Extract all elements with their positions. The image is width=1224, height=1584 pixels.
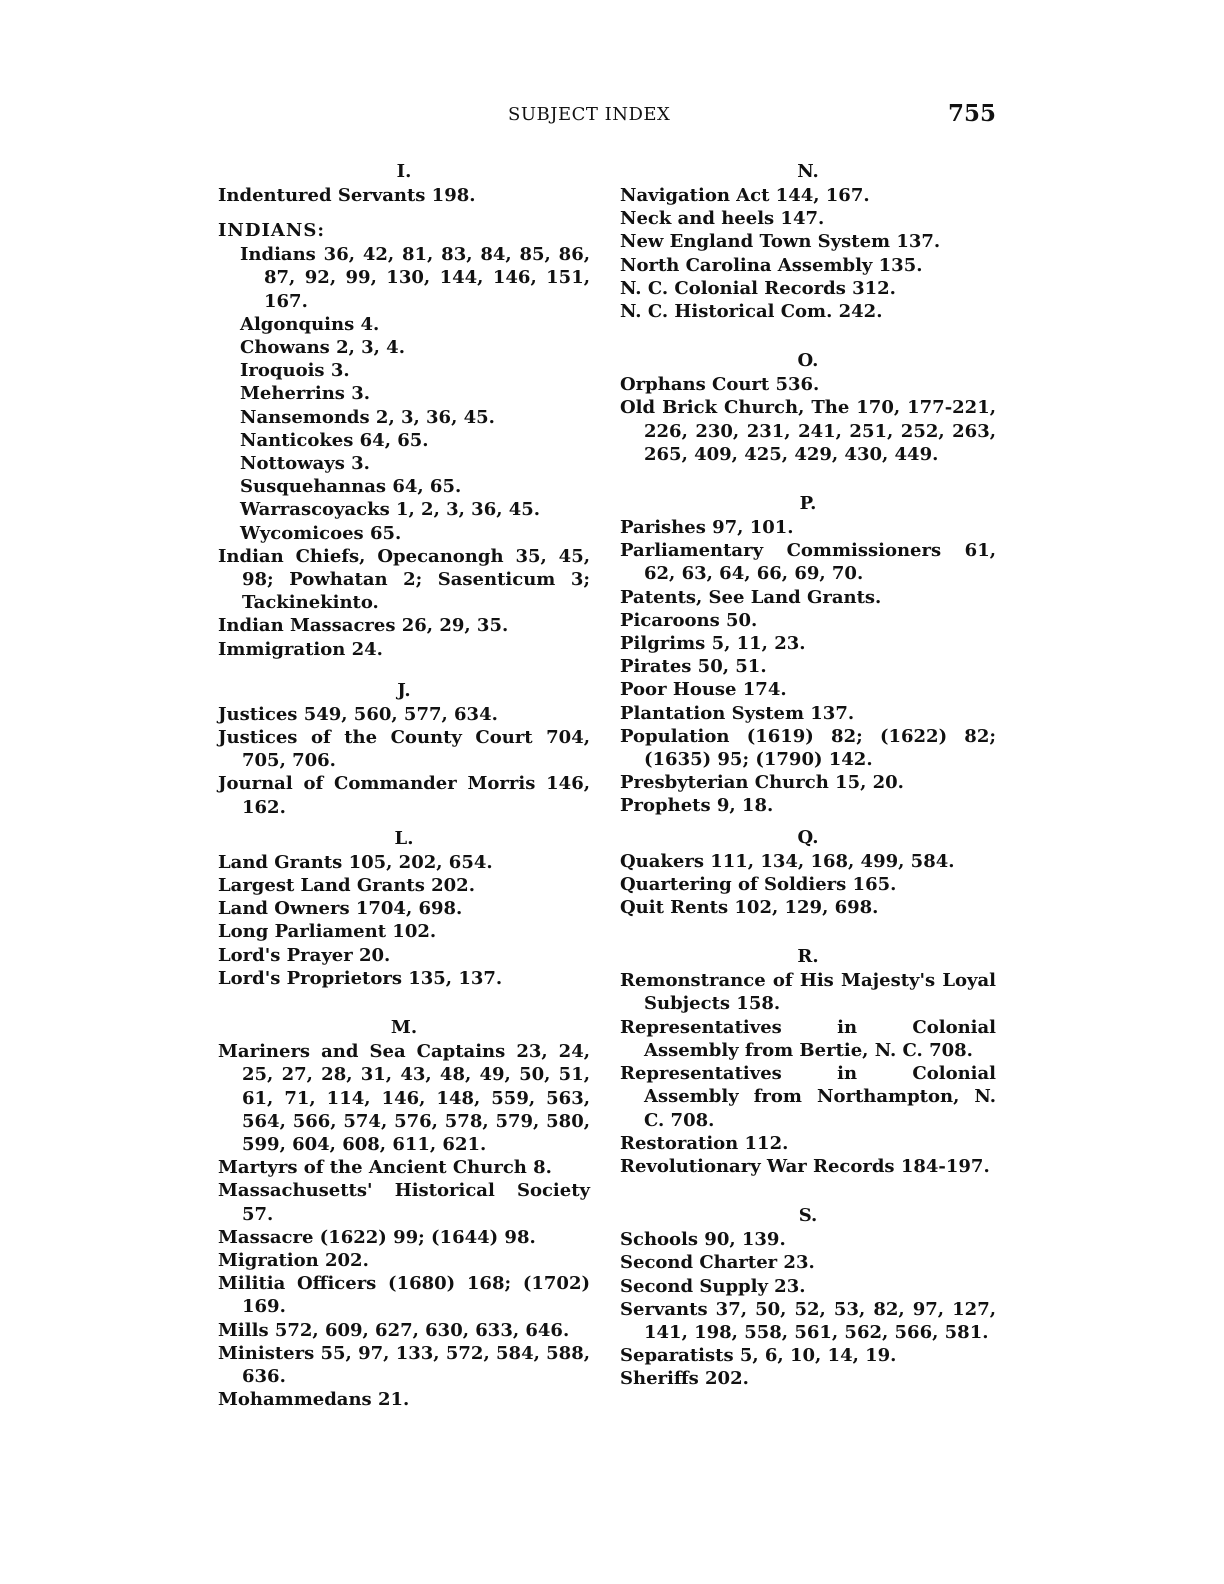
index-subentry: Chowans 2, 3, 4. <box>240 337 405 359</box>
index-entry: Martyrs of the Ancient Church 8. <box>218 1157 552 1179</box>
index-entry: Land Owners 1704, 698. <box>218 898 463 920</box>
index-subentry: Meherrins 3. <box>240 383 370 405</box>
index-entry: Indentured Servants 198. <box>218 185 476 206</box>
index-entry: Justices of the County Court 704, 705, 706. <box>218 727 590 772</box>
index-entry: Navigation Act 144, 167. <box>620 185 870 206</box>
section-letter: P. <box>799 493 817 515</box>
index-entry: Picaroons 50. <box>620 609 758 631</box>
section-i <box>218 160 590 661</box>
index-entry: Journal of Commander Morris 146, 162. <box>218 773 590 818</box>
index-entry: Separatists 5, 6, 10, 14, 19. <box>620 1345 897 1367</box>
index-entry: Schools 90, 139. <box>620 1229 786 1251</box>
index-entry: Parliamentary Commissioners 61, 62, 63, 64, 66, 69, 70. <box>620 540 996 585</box>
index-subentry: Susquehannas 64, 65. <box>240 476 462 498</box>
section-o <box>620 349 996 466</box>
index-entry: Representatives in Colonial Assembly from Bertie, N. C. 708. <box>620 1016 996 1061</box>
section-r <box>620 945 996 1178</box>
section-letter: R. <box>797 946 819 968</box>
section-letter: J. <box>397 679 411 701</box>
index-entry: Quit Rents 102, 129, 698. <box>620 897 879 919</box>
index-entry: Poor House 174. <box>620 679 787 701</box>
right-column <box>620 160 996 1391</box>
index-entry: Largest Land Grants 202. <box>218 875 475 897</box>
index-entry: Parishes 97, 101. <box>620 517 794 539</box>
index-entry: Old Brick Church, The 170, 177-221, 226, 230, 231, 241, 251, 252, 263, 265, 409, 425, 429, 430, 449. <box>620 397 996 465</box>
index-entry: Mills 572, 609, 627, 630, 633, 646. <box>218 1319 570 1341</box>
index-entry: Lord's Proprietors 135, 137. <box>218 967 503 989</box>
section-letter: O. <box>797 350 819 372</box>
section-letter: I. <box>396 161 412 182</box>
section-l <box>218 827 590 990</box>
section-j <box>218 679 590 819</box>
index-entry: Militia Officers (1680) 168; (1702) 169. <box>218 1273 590 1318</box>
index-entry: Sheriffs 202. <box>620 1368 749 1390</box>
index-entry: Second Supply 23. <box>620 1275 806 1297</box>
index-entry: Pilgrims 5, 11, 23. <box>620 633 806 655</box>
index-entry: Massacre (1622) 99; (1644) 98. <box>218 1226 536 1248</box>
section-p <box>620 492 996 818</box>
index-entry: Remonstrance of His Majesty's Loyal Subjects 158. <box>620 970 996 1015</box>
index-entry: Second Charter 23. <box>620 1252 815 1274</box>
left-column <box>218 160 590 1411</box>
section-m <box>218 1016 590 1411</box>
index-subentry: Warrascoyacks 1, 2, 3, 36, 45. <box>240 499 541 521</box>
index-entry: Justices 549, 560, 577, 634. <box>218 703 498 725</box>
index-entry: N. C. Historical Com. 242. <box>620 301 883 323</box>
section-letter: Q. <box>797 826 819 848</box>
index-entry: Patents, See Land Grants. <box>620 586 882 608</box>
index-entry: Revolutionary War Records 184-197. <box>620 1155 990 1177</box>
page-number: 755 <box>948 100 997 127</box>
index-entry: Plantation System 137. <box>620 702 855 724</box>
index-entry: Lord's Prayer 20. <box>218 944 391 966</box>
index-entry: Pirates 50, 51. <box>620 656 767 678</box>
index-subentry: Indians 36, 42, 81, 83, 84, 85, 86, 87, 92, 99, 130, 144, 146, 151, 167. <box>240 244 590 312</box>
index-entry: Migration 202. <box>218 1249 369 1271</box>
index-entry: Population (1619) 82; (1622) 82; (1635) 95; (1790) 142. <box>620 725 996 771</box>
section-s <box>620 1204 996 1390</box>
index-entry: Orphans Court 536. <box>620 374 820 396</box>
section-letter: N. <box>797 161 819 182</box>
index-entry: Indian Massacres 26, 29, 35. <box>218 615 509 637</box>
index-entry: Land Grants 105, 202, 654. <box>218 851 493 873</box>
index-entry: N. C. Colonial Records 312. <box>620 277 896 299</box>
running-title: SUBJECT INDEX <box>508 104 671 125</box>
index-entry: Immigration 24. <box>218 638 383 660</box>
index-entry: Representatives in Colonial Assembly from Northampton, N. C. 708. <box>620 1063 996 1131</box>
index-entry: Ministers 55, 97, 133, 572, 584, 588, 636. <box>218 1342 590 1387</box>
section-letter: S. <box>798 1205 818 1227</box>
section-n <box>620 160 996 323</box>
index-entry: Quakers 111, 134, 168, 499, 584. <box>620 850 955 872</box>
index-subentry: Nottoways 3. <box>240 453 370 475</box>
index-entry: Prophets 9, 18. <box>620 795 774 817</box>
page-header <box>0 100 1224 136</box>
index-subentry: Iroquois 3. <box>240 360 350 382</box>
index-entry: Servants 37, 50, 52, 53, 82, 97, 127, 141, 198, 558, 561, 562, 566, 581. <box>620 1298 996 1343</box>
index-subentry: Nanticokes 64, 65. <box>240 429 429 451</box>
index-entry: Quartering of Soldiers 165. <box>620 873 897 895</box>
index-subentry: Nansemonds 2, 3, 36, 45. <box>240 406 495 428</box>
index-entry: Presbyterian Church 15, 20. <box>620 772 904 794</box>
index-entry: Neck and heels 147. <box>620 208 825 230</box>
section-letter: L. <box>394 827 414 849</box>
index-entry: Restoration 112. <box>620 1132 789 1154</box>
index-entry: Long Parliament 102. <box>218 921 437 943</box>
indians-heading: INDIANS: <box>218 220 325 242</box>
section-q <box>620 826 996 920</box>
index-entry: North Carolina Assembly 135. <box>620 254 923 276</box>
index-entry: Massachusetts' Historical Society 57. <box>218 1180 590 1225</box>
index-entry: Mariners and Sea Captains 23, 24, 25, 27, 28, 31, 43, 48, 49, 50, 51, 61, 71, 114, 146, 148, 559, 563, 564, 566, 574, 576, 578, 579, 580, 599, 604, 608, 611, 621. <box>218 1041 590 1155</box>
index-entry: New England Town System 137. <box>620 231 941 253</box>
index-entry: Mohammedans 21. <box>218 1389 410 1411</box>
index-subentry: Wycomicoes 65. <box>240 522 402 544</box>
index-entry: Indian Chiefs, Opecanongh 35, 45, 98; Powhatan 2; Sasenticum 3; Tackinekinto. <box>218 545 590 614</box>
index-subentry: Algonquins 4. <box>240 313 380 335</box>
section-letter: M. <box>390 1017 418 1039</box>
